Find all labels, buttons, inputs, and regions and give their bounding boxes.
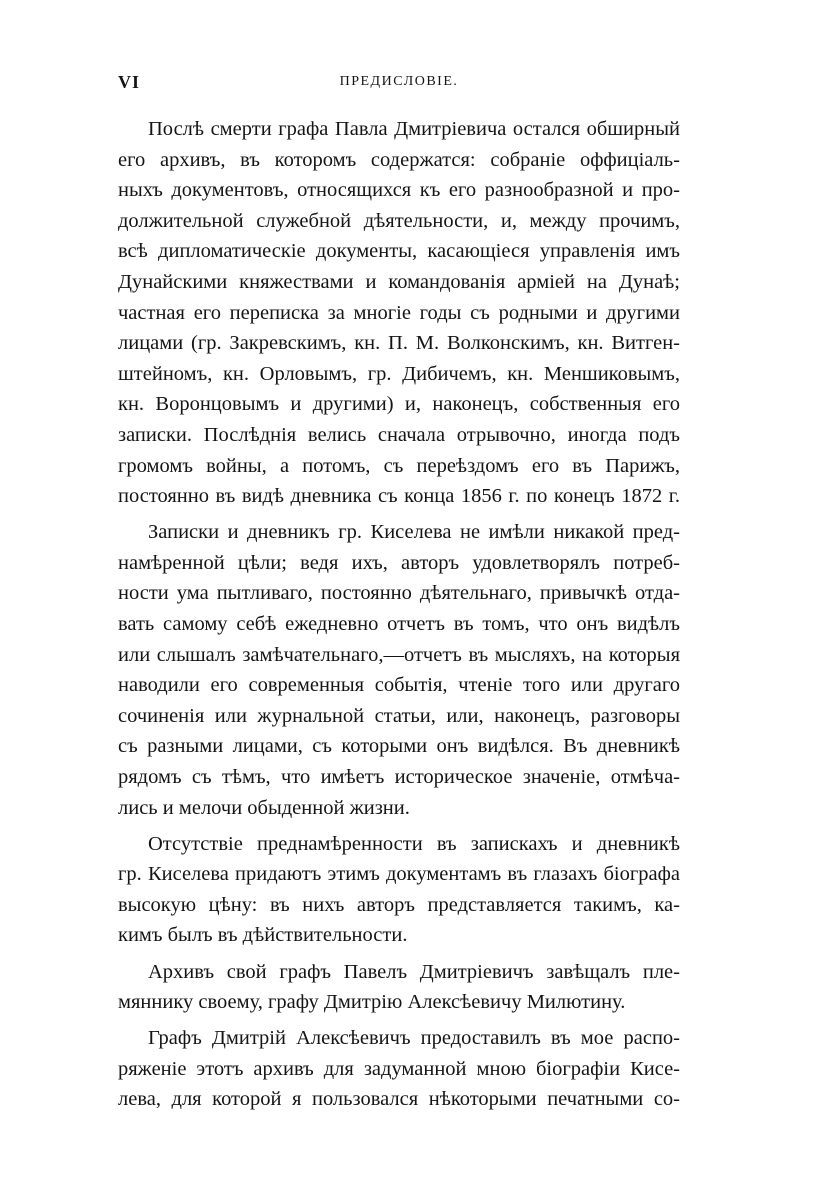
text-line: лева, для которой я пользовался нѣкоторыми печатными со- xyxy=(118,1088,680,1111)
text-line: кимъ былъ въ дѣйствительности. xyxy=(118,924,408,947)
text-line: должительной служебной дѣятельности, и, между прочимъ, xyxy=(118,209,680,232)
running-head xyxy=(118,72,680,100)
text-line: рядомъ съ тѣмъ, что имѣетъ историческое значеніе, отмѣча- xyxy=(118,765,680,788)
text-line: всѣ дипломатическіе документы, касающіеся управленія имъ xyxy=(118,240,680,263)
text-line: Послѣ смерти графа Павла Дмитріевича остался обширный xyxy=(148,118,680,140)
text-line: вать самому себѣ ежедневно отчетъ въ томъ, что онъ видѣлъ xyxy=(118,613,680,635)
text-line: Графъ Дмитрій Алексѣевичъ предоставилъ въ мое распо- xyxy=(148,1027,680,1050)
text-line: сочиненія или журнальной статьи, или, наконецъ, разговоры xyxy=(118,704,680,727)
text-line: наводили его современныя событія, чтеніе того или другаго xyxy=(118,674,680,697)
running-title: ПРЕДИСЛОВІЕ. xyxy=(339,74,459,89)
text-line: Отсутствіе преднамѣренности въ запискахъ и дневникѣ xyxy=(148,832,680,855)
text-line: ряженіе этотъ архивъ для задуманной мною біографіи Кисе- xyxy=(118,1057,680,1080)
text-line: штейномъ, кн. Орловымъ, гр. Дибичемъ, кн. Меншиковымъ, xyxy=(118,362,680,385)
paragraph-4 xyxy=(118,957,680,1018)
paragraph-5 xyxy=(118,1023,680,1115)
text-line: ности ума пытливаго, постоянно дѣятельнаго, привычкѣ отда- xyxy=(118,582,680,605)
text-line: записки. Послѣднія велись сначала отрывочно, иногда подъ xyxy=(118,423,680,446)
text-line: кн. Воронцовымъ и другими) и, наконецъ, собственныя его xyxy=(118,393,680,416)
text-line: гр. Киселева придаютъ этимъ документамъ въ глазахъ біографа xyxy=(118,863,680,886)
text-line: Записки и дневникъ гр. Киселева не имѣли никакой пред- xyxy=(148,521,680,544)
paragraph-2 xyxy=(118,517,680,823)
text-line: громомъ войны, а потомъ, съ переѣздомъ его въ Парижъ, xyxy=(118,454,680,477)
text-line: намѣренной цѣли; ведя ихъ, авторъ удовлетворялъ потреб- xyxy=(118,551,680,574)
text-line: ныхъ документовъ, относящихся къ его разнообразной и про- xyxy=(118,179,680,202)
text-line: его архивъ, въ которомъ содержатся: собраніе оффиціаль- xyxy=(118,148,680,171)
body-text xyxy=(118,114,680,1115)
text-line: лись и мелочи обыденной жизни. xyxy=(118,796,410,819)
paragraph-1 xyxy=(118,114,680,512)
text-line: съ разными лицами, съ которыми онъ видѣлся. Въ дневникѣ xyxy=(118,735,680,758)
text-line: мяннику своему, графу Дмитрію Алексѣевичу Милютину. xyxy=(118,991,626,1014)
text-line: лицами (гр. Закревскимъ, кн. П. М. Волконскимъ, кн. Витген- xyxy=(118,332,680,355)
text-line: Дунайскими княжествами и командованія арміей на Дунаѣ; xyxy=(118,270,680,293)
paragraph-3 xyxy=(118,829,680,951)
text-line: или слышалъ замѣчательнаго,—отчетъ въ мысляхъ, на которыя xyxy=(118,643,680,666)
text-line: Архивъ свой графъ Павелъ Дмитріевичъ завѣщалъ пле- xyxy=(148,960,680,983)
page-number: VI xyxy=(118,72,141,92)
text-line: частная его переписка за многіе годы съ родными и другими xyxy=(118,301,680,324)
text-line: постоянно въ видѣ дневника съ конца 1856 г. по конецъ 1872 г. xyxy=(118,485,680,508)
text-line: высокую цѣну: въ нихъ авторъ представляется такимъ, ка- xyxy=(118,893,680,916)
